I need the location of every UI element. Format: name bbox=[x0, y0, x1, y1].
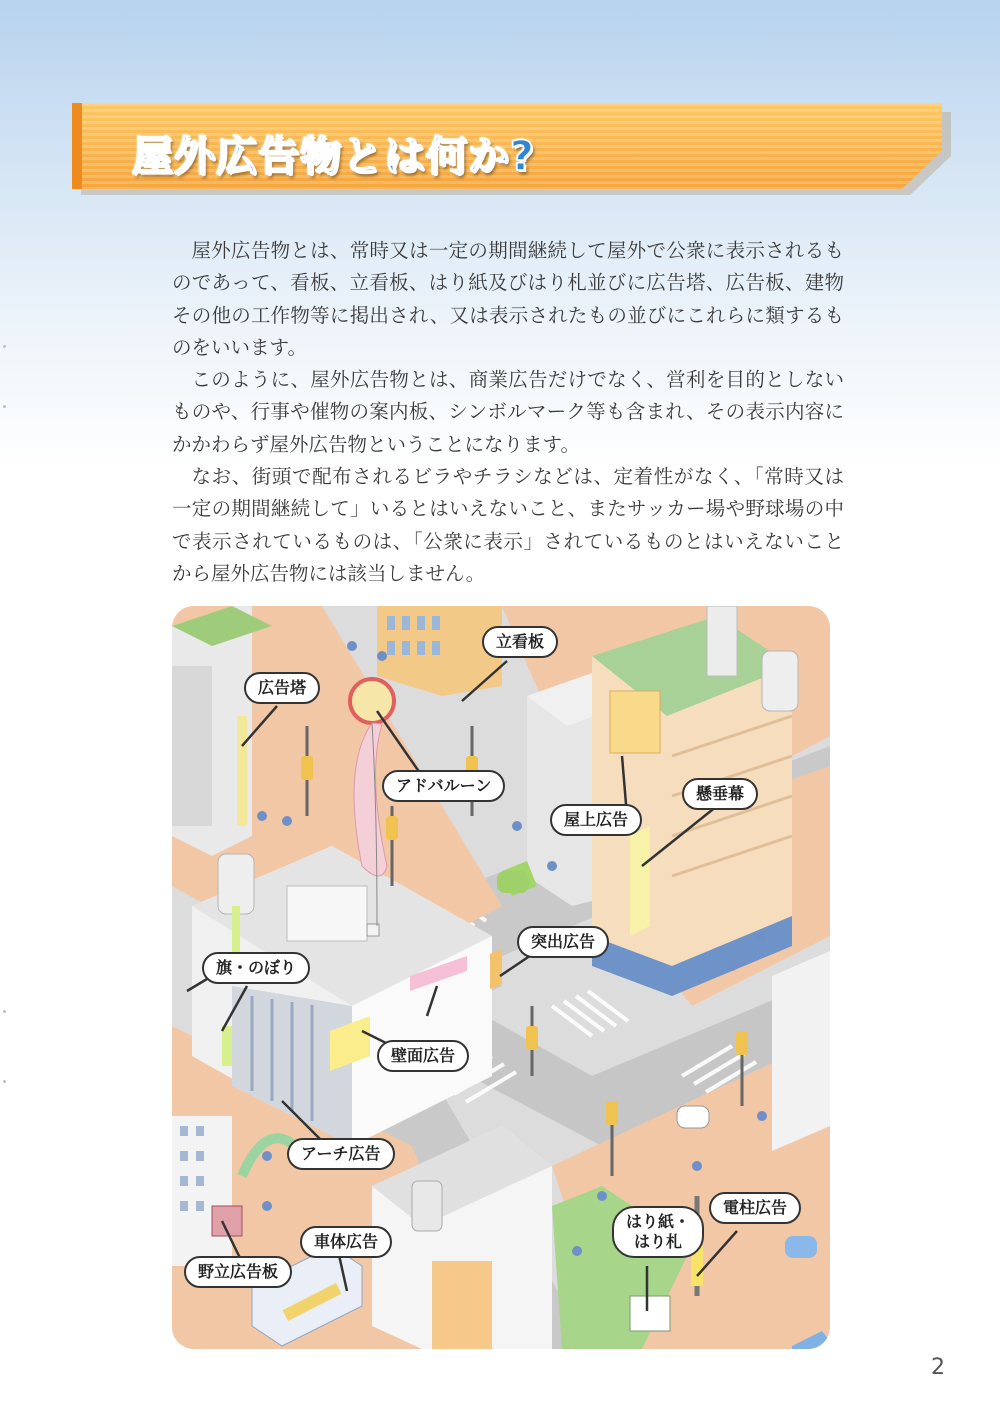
scan-mark bbox=[3, 345, 6, 348]
callout-nodate: 野立広告板 bbox=[184, 1256, 292, 1288]
callout-kensuimaku: 懸垂幕 bbox=[682, 778, 758, 810]
paragraph-exclusions: なお、街頭で配布されるビラやチラシなどは、定着性がなく、「常時又は一定の期間継続して」いるとはいえないこと、またサッカー場や野球場の中で表示されているものは、「公衆に表示」されているものとはいえないことから屋外広告物には該当しません。 bbox=[172, 465, 844, 585]
scan-mark bbox=[3, 405, 6, 408]
callout-denchuu: 電柱広告 bbox=[709, 1192, 801, 1224]
scan-mark bbox=[3, 1010, 6, 1013]
page-number: 2 bbox=[931, 1355, 945, 1380]
page-title: 屋外広告物とは何か? bbox=[132, 132, 535, 180]
callout-koukokutou: 広告塔 bbox=[244, 672, 320, 704]
callout-arch: アーチ広告 bbox=[287, 1138, 395, 1170]
scan-mark bbox=[3, 1080, 6, 1083]
callout-hata: 旗・のぼり bbox=[202, 952, 310, 984]
callout-tsukidashi: 突出広告 bbox=[517, 926, 609, 958]
callout-harigami: はり紙・ はり札 bbox=[612, 1206, 704, 1258]
callout-okujou: 屋上広告 bbox=[550, 804, 642, 836]
title-banner bbox=[72, 103, 952, 195]
paragraph-scope: このように、屋外広告物とは、商業広告だけでなく、営利を目的としないものや、行事や催物の案内板、シンボルマーク等も含まれ、その表示内容にかかわらず屋外広告物ということになります。 bbox=[172, 368, 844, 456]
city-illustration bbox=[172, 606, 830, 1349]
callout-adballoon: アドバルーン bbox=[382, 770, 505, 802]
callout-hekimen: 壁面広告 bbox=[377, 1040, 469, 1072]
callout-tatekanban: 立看板 bbox=[482, 626, 558, 658]
paragraph-definition: 屋外広告物とは、常時又は一定の期間継続して屋外で公衆に表示されるものであって、看板、立看板、はり紙及びはり札並びに広告塔、広告板、建物その他の工作物等に掲出され、又は表示されたもの並びにこれらに類するものをいいます。 bbox=[172, 239, 844, 359]
body-text bbox=[172, 235, 844, 590]
callout-sharyou: 車体広告 bbox=[300, 1226, 392, 1258]
